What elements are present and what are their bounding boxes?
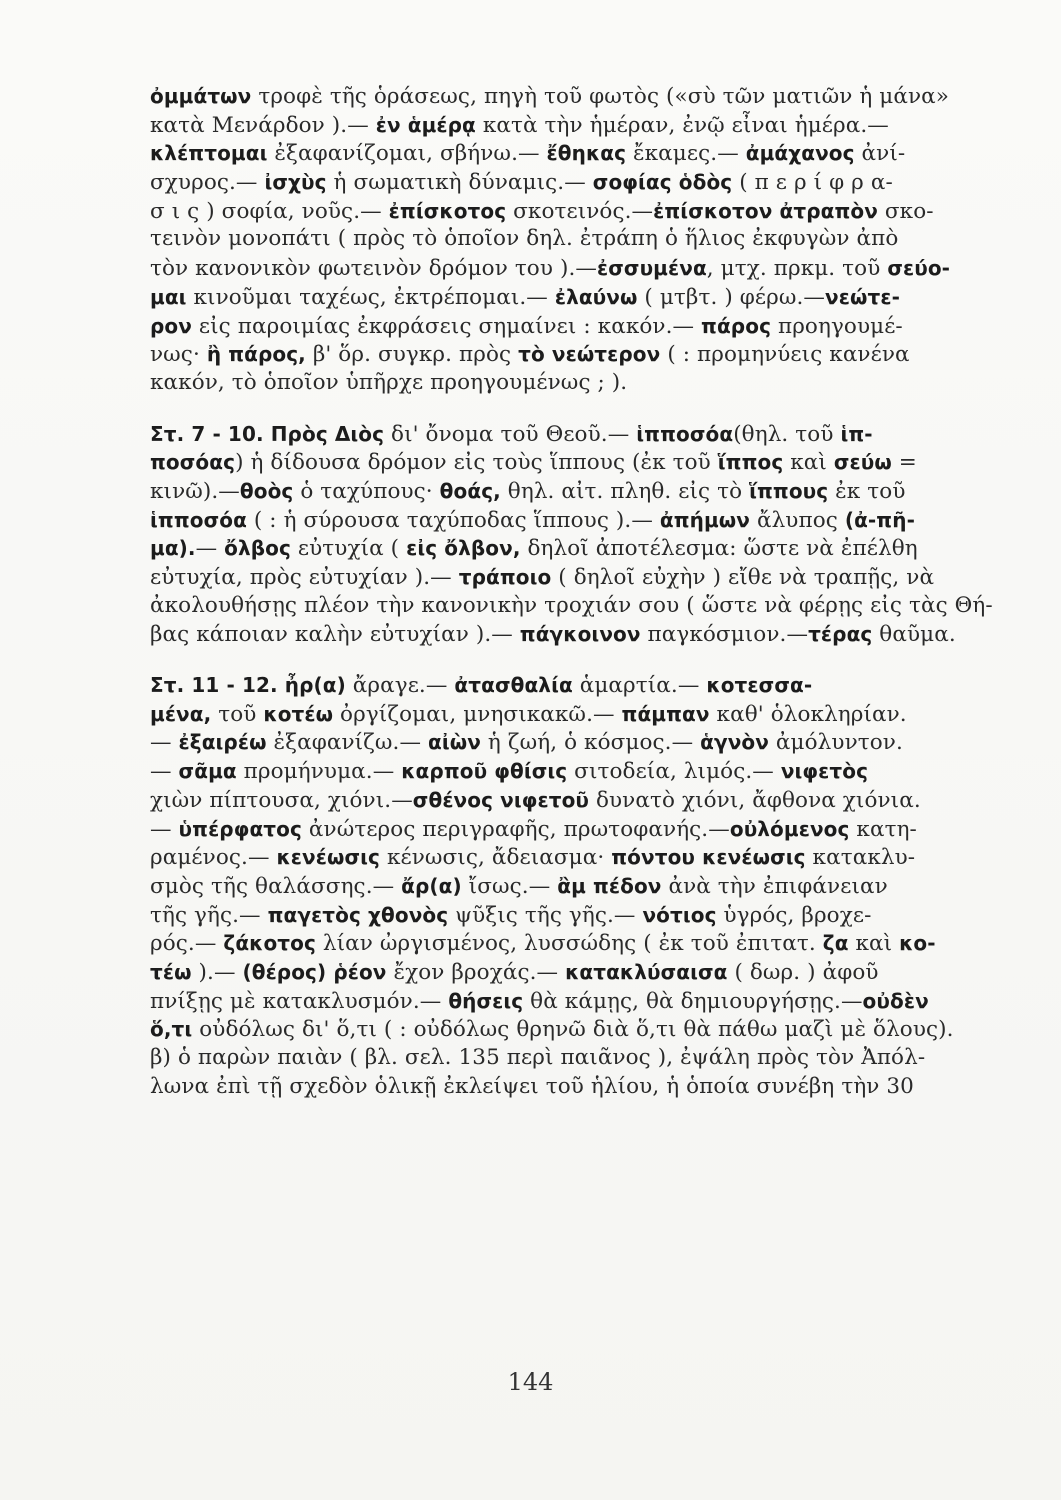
headword: ἰσχὺς xyxy=(264,170,327,195)
text-line xyxy=(150,987,1020,1016)
text-line xyxy=(150,448,1020,477)
text-line xyxy=(150,1044,1020,1073)
gloss-text: σμὸς τῆς θαλάσσης.— xyxy=(150,873,402,899)
headword: σοφίας ὁδὸς xyxy=(592,170,733,195)
gloss-text: τῆς γῆς.— xyxy=(150,902,268,928)
gloss-text: παγκόσμιον.— xyxy=(640,622,809,648)
headword: θήσεις xyxy=(448,988,524,1013)
gloss-text: θηλ. αἰτ. πληθ. εἰς τὸ xyxy=(500,478,750,504)
gloss-text: κακόν, τὸ ὁποῖον ὑπῆρχε προηγουμένως ; ). xyxy=(150,369,628,395)
gloss-text: τοῦ xyxy=(211,701,264,727)
headword: πάμπαν xyxy=(621,701,710,726)
gloss-text: ( δωρ. ) ἀφοῦ xyxy=(727,959,879,985)
text-line xyxy=(150,728,1020,757)
headword: ἐπίσκοτον ἀτραπὸν xyxy=(653,198,878,223)
gloss-text: ἐξαφανίζω.— xyxy=(266,730,429,756)
headword: μαι xyxy=(150,284,187,309)
headword: πάρος xyxy=(701,313,772,338)
text-line xyxy=(150,312,1020,341)
gloss-text: ἐξαφανίζομαι, σβήνω.— xyxy=(267,141,547,167)
headword: ἱπποσόα xyxy=(150,507,247,532)
gloss-text: σχυρος.— xyxy=(150,170,265,196)
text-line xyxy=(150,958,1020,987)
gloss-text: χιὼν πίπτουσα, χιόνι.— xyxy=(150,787,413,813)
gloss-text: ἀκολουθήσῃς πλέον τὴν κανονικὴν τροχιάν σου ( ὥστε νὰ φέρῃς εἰς τὰς Θή- xyxy=(150,592,993,618)
text-line xyxy=(150,1015,1020,1044)
text-line xyxy=(150,254,1020,283)
gloss-text: ) ἡ δίδουσα δρόμον εἰς τοὺς ἵππους (ἐκ τοῦ xyxy=(235,450,718,476)
gloss-text: κινοῦμαι ταχέως, ἐκτρέπομαι.— xyxy=(186,284,555,310)
headword: ἐλαύνω xyxy=(554,284,638,309)
gloss-text: εὐτυχία ( xyxy=(290,536,407,562)
gloss-text: καθ' ὁλοκληρίαν. xyxy=(709,701,907,727)
headword: ἱπποσόα xyxy=(636,421,734,446)
gloss-text: β' ὅρ. συγκρ. πρὸς xyxy=(305,342,519,368)
gloss-text: τροφὲ τῆς ὁράσεως, πηγὴ τοῦ φωτὸς («σὺ τῶν ματιῶν ἡ μάνα» xyxy=(251,84,950,109)
gloss-text: , μτχ. πρκμ. τοῦ xyxy=(706,256,888,282)
gloss-text: ( : προμηνύεις κανένα xyxy=(660,342,910,368)
headword: οὐλόμενος xyxy=(729,816,850,841)
headword: τὸ νεώτερον xyxy=(518,342,661,367)
gloss-text: τὸν κανονικὸν φωτεινὸν δρόμον του ).— xyxy=(150,256,597,282)
gloss-text: λίαν ὠργισμένος, λυσσώδης ( ἐκ τοῦ ἐπιτατ. xyxy=(315,931,823,957)
headword: (ἀ-πῆ- xyxy=(844,507,915,532)
headword: ὄλβος xyxy=(224,536,291,561)
headword: Στ. 7 - 10. Πρὸς Διὸς xyxy=(150,421,385,446)
headword: ἔθηκας xyxy=(546,141,627,166)
headword: πάγκοινον xyxy=(519,622,641,647)
gloss-text: δυνατὸ χιόνι, ἄφθονα χιόνια. xyxy=(589,787,921,813)
headword: ὑπέρφατος xyxy=(178,816,302,841)
headword: ἀτασθαλία xyxy=(454,673,573,698)
gloss-text: — xyxy=(195,536,225,562)
paragraph-verses-11-12 xyxy=(150,671,1020,1101)
text-line xyxy=(150,168,1020,197)
gloss-text: ἄλυπος xyxy=(750,507,845,533)
headword: νεώτε- xyxy=(825,284,900,309)
text-line xyxy=(150,369,1020,398)
headword: κενέωσις xyxy=(276,845,381,870)
headword: ζάκοτος xyxy=(223,931,316,956)
gloss-text: κατη- xyxy=(849,816,917,842)
gloss-text: ἔκαμες.— xyxy=(626,141,746,167)
headword: ὅ,τι xyxy=(150,1017,193,1042)
page-text xyxy=(150,82,1020,1101)
headword: θοὸς xyxy=(239,478,294,503)
gloss-text: πνίξῃς μὲ κατακλυσμόν.— xyxy=(150,988,449,1014)
text-line xyxy=(150,139,1020,168)
headword: ἐσσυμένα xyxy=(596,256,707,281)
gloss-text: ( μτβτ. ) φέρω.— xyxy=(637,284,826,310)
gloss-text: δηλοῖ ἀποτέλεσμα: ὥστε νὰ ἐπέλθη xyxy=(520,536,918,562)
gloss-text: — xyxy=(150,759,179,785)
gloss-text: δι' ὄνομα τοῦ Θεοῦ.— xyxy=(384,421,637,447)
text-line xyxy=(150,872,1020,901)
gloss-text: κένωσις, ἄδειασμα· xyxy=(380,845,612,871)
headword: πόντου κενέωσις xyxy=(611,845,806,870)
text-line xyxy=(150,1073,1020,1102)
gloss-text: ( π ε ρ ί φ ρ α- xyxy=(732,170,893,196)
headword: κο- xyxy=(899,931,936,956)
headword: νότιος xyxy=(642,902,717,927)
text-line xyxy=(150,340,1020,369)
text-line xyxy=(150,700,1020,729)
text-line xyxy=(150,786,1020,815)
gloss-text: προηγουμέ- xyxy=(771,313,903,339)
headword: νιφετὸς xyxy=(780,759,869,784)
text-line xyxy=(150,815,1020,844)
gloss-text: ψῦξις τῆς γῆς.— xyxy=(448,902,643,928)
gloss-text: ραμένος.— xyxy=(150,845,277,871)
gloss-text: ἀνί- xyxy=(854,141,906,167)
gloss-text: κατακλυ- xyxy=(805,845,916,871)
gloss-text: ἡ σωματικὴ δύναμις.— xyxy=(326,170,593,196)
headword: ἁγνὸν xyxy=(700,730,769,755)
headword: ποσόας xyxy=(150,450,236,475)
gloss-text: θαῦμα. xyxy=(872,622,956,648)
gloss-text: σιτοδεία, λιμός.— xyxy=(567,759,781,785)
gloss-text: κατὰ Μενάρδον ).— xyxy=(150,112,376,138)
gloss-text: προμήνυμα.— xyxy=(236,759,402,785)
text-line xyxy=(150,420,1020,449)
gloss-text: καὶ xyxy=(848,931,900,957)
gloss-text: ρός.— xyxy=(150,931,224,957)
gloss-text: ἀνώτερος περιγραφῆς, πρωτοφανής.— xyxy=(301,816,730,842)
text-line xyxy=(150,534,1020,563)
headword: κλέπτομαι xyxy=(150,141,268,166)
headword: ἢ πάρος, xyxy=(206,342,306,367)
text-line xyxy=(150,563,1020,592)
headword: παγετὸς χθονὸς xyxy=(267,902,449,927)
paragraph-gap xyxy=(150,649,1020,671)
gloss-text: — xyxy=(150,730,179,756)
headword: ζα xyxy=(822,931,849,956)
gloss-text: καὶ xyxy=(783,450,834,476)
gloss-text: ἁμαρτία.— xyxy=(572,673,707,699)
gloss-text: οὐδόλως δι' ὅ,τι ( : οὐδόλως θρηνῶ διὰ ὅ,τι θὰ πάθω μαζὶ μὲ ὅλους). xyxy=(192,1017,954,1043)
headword: ὀμμάτων xyxy=(150,84,252,108)
headword: ἂμ πέδον xyxy=(557,873,662,898)
gloss-text: ἴσως.— xyxy=(461,873,558,899)
headword: κατακλύσαισα xyxy=(565,959,728,984)
gloss-text: ἐκ τοῦ xyxy=(828,478,906,504)
text-line xyxy=(150,757,1020,786)
headword: τέω xyxy=(150,959,192,984)
headword: κοτέω xyxy=(263,701,334,726)
gloss-text: ἔχον βροχάς.— xyxy=(386,959,566,985)
text-line xyxy=(150,197,1020,226)
headword: Στ. 11 - 12. ἦρ(α) xyxy=(150,673,346,698)
gloss-text: θὰ κάμῃς, θὰ δημιουργήσῃς.— xyxy=(523,988,863,1014)
gloss-text: σκοτεινός.— xyxy=(506,198,654,224)
gloss-text: ὀργίζομαι, μνησικακῶ.— xyxy=(333,701,622,727)
headword: ἀπήμων xyxy=(659,507,751,532)
text-line xyxy=(150,620,1020,649)
paragraph-gap xyxy=(150,398,1020,420)
gloss-text: κατὰ τὴν ἡμέραν, ἐνῷ εἶναι ἡμέρα.— xyxy=(475,112,889,138)
headword: ρον xyxy=(150,313,192,338)
gloss-text: βας κάποιαν καλὴν εὐτυχίαν ).— xyxy=(150,622,520,648)
gloss-text: νως· xyxy=(150,342,207,368)
headword: ἐν ἁμέρᾳ xyxy=(375,112,476,137)
gloss-text: ( δηλοῖ εὐχὴν ) εἴθε νὰ τραπῇς, νὰ xyxy=(551,565,935,590)
headword: θοάς, xyxy=(439,478,501,503)
gloss-text: = xyxy=(891,450,917,476)
page-number: 144 xyxy=(507,1368,554,1396)
headword: κοτεσσα- xyxy=(706,673,813,698)
headword: σᾶμα xyxy=(178,759,237,784)
text-line xyxy=(150,283,1020,312)
headword: τράποιο xyxy=(458,565,552,589)
headword: ἐπίσκοτος xyxy=(388,198,507,223)
text-line xyxy=(150,225,1020,254)
gloss-text: (θηλ. τοῦ xyxy=(733,421,841,447)
gloss-text: τεινὸν μονοπάτι ( πρὸς τὸ ὁποῖον δηλ. ἐτράπη ὁ ἥλιος ἐκφυγὼν ἀπὸ xyxy=(150,226,899,252)
headword: σεύω xyxy=(833,450,892,475)
gloss-text: ἡ ζωή, ὁ κόσμος.— xyxy=(480,730,701,756)
text-line xyxy=(150,82,1020,111)
paragraph-glossary-1 xyxy=(150,82,1020,398)
headword: αἰὼν xyxy=(428,730,481,755)
headword: ἄρ(α) xyxy=(401,873,462,898)
gloss-text: ( : ἡ σύρουσα ταχύποδας ἵππους ).— xyxy=(246,507,660,533)
gloss-text: εὐτυχία, πρὸς εὐτυχίαν ).— xyxy=(150,565,459,590)
text-line xyxy=(150,592,1020,621)
headword: σεύο- xyxy=(887,256,951,281)
text-line xyxy=(150,111,1020,140)
text-line xyxy=(150,477,1020,506)
headword: ἵππους xyxy=(749,478,829,503)
headword: τέρας xyxy=(808,622,873,647)
gloss-text: σ ι ς ) σοφία, νοῦς.— xyxy=(150,198,389,224)
headword: (θέρος) ῥέον xyxy=(242,959,387,984)
gloss-text: — xyxy=(150,816,179,842)
headword: ἐξαιρέω xyxy=(178,730,267,755)
text-line xyxy=(150,506,1020,535)
gloss-text: ἀμόλυντον. xyxy=(769,730,903,756)
gloss-text: β) ὁ παρὼν παιὰν ( βλ. σελ. 135 περὶ παιᾶνος ), ἐψάλη πρὸς τὸν Ἀπόλ- xyxy=(150,1045,926,1070)
headword: σθένος νιφετοῦ xyxy=(412,787,590,812)
gloss-text: σκο- xyxy=(877,198,934,224)
headword: ἀμάχανος xyxy=(745,141,855,166)
gloss-text: κινῶ).— xyxy=(150,478,240,504)
text-line xyxy=(150,901,1020,930)
headword: ἵππος xyxy=(717,450,784,475)
text-line xyxy=(150,929,1020,958)
headword: μένα, xyxy=(150,701,212,726)
gloss-text: ἄραγε.— xyxy=(345,673,455,699)
gloss-text: ἀνὰ τὴν ἐπιφάνειαν xyxy=(661,873,888,899)
headword: ἱπ- xyxy=(840,421,873,446)
gloss-text: λωνα ἐπὶ τῇ σχεδὸν ὁλικῇ ἐκλείψει τοῦ ἡλίου, ἡ ὁποία συνέβη τὴν 30 xyxy=(150,1073,914,1099)
paragraph-verses-7-10 xyxy=(150,420,1020,650)
gloss-text: εἰς παροιμίας ἐκφράσεις σημαίνει : κακόν.— xyxy=(191,313,702,339)
text-line xyxy=(150,671,1020,700)
headword: μα). xyxy=(150,536,196,561)
text-line xyxy=(150,843,1020,872)
gloss-text: ).— xyxy=(191,959,243,985)
headword: καρποῦ φθίσις xyxy=(401,759,568,784)
headword: εἰς ὄλβον, xyxy=(406,536,521,561)
gloss-text: ὑγρός, βροχε- xyxy=(716,902,872,928)
headword: οὐδὲν xyxy=(862,988,929,1013)
gloss-text: ὁ ταχύπους· xyxy=(293,478,440,504)
